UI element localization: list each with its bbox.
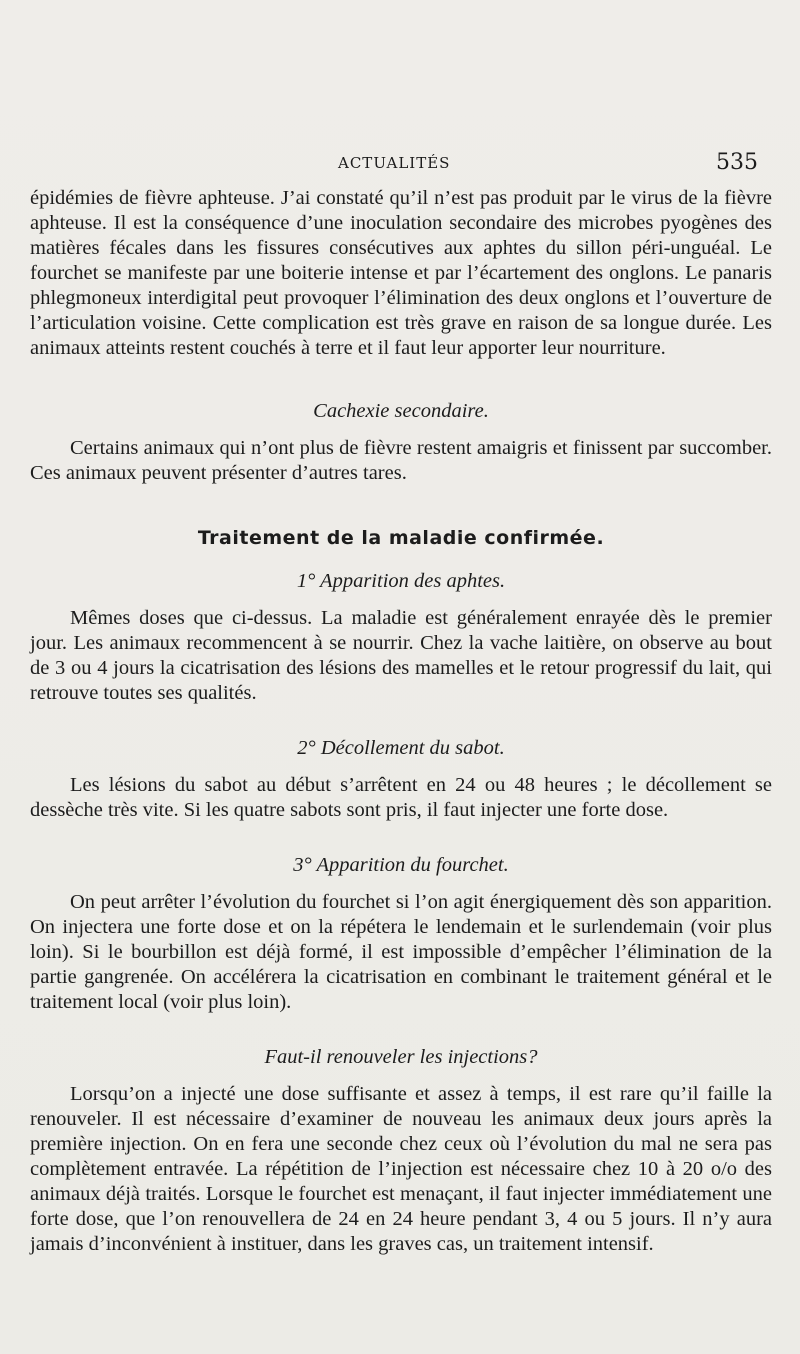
paragraph-sabot: Les lésions du sabot au début s’arrêtent en 24 ou 48 heures ; le décollement se dessèche très vite. Si les quatre sabots sont pris, il faut injecter une forte dose. — [30, 774, 772, 821]
paragraph-cachexie: Certains animaux qui n’ont plus de fièvre restent amaigris et finissent par succomber. Ces animaux peuvent présenter d’autres tares. — [30, 437, 772, 484]
subheading-fourchet: 3° Apparition du fourchet. — [293, 854, 509, 876]
running-title: ACTUALITÉS — [338, 154, 451, 172]
running-head — [0, 150, 800, 180]
paragraph-continuation: épidémies de fièvre aphteuse. J’ai constaté qu’il n’est pas produit par le virus de la fièvre aphteuse. Il est la conséquence d’une inoculation secondaire des microbes pyogènes des matières fécales dans les fissures consécutives aux aphtes du sillon péri-unguéal. Le fourchet se manifeste par une boiterie intense et par l’écartement des onglons. Le panaris phlegmoneux interdigital peut provoquer l’élimination des deux onglons et l’ouverture de l’articulation voisine. Cette complication est très grave en raison de sa longue durée. Les animaux atteints restent couchés à terre et il faut leur apporter leur nourriture. — [30, 187, 772, 359]
paragraph-aphtes: Mêmes doses que ci-dessus. La maladie est généralement enrayée dès le premier jour. Les animaux recommencent à se nourrir. Chez la vache laitière, on observe au bout de 3 ou 4 jours la cicatrisation des lésions des mamelles et le retour progressif du lait, qui retrouve toutes ses qualités. — [30, 607, 772, 704]
subheading-sabot: 2° Décollement du sabot. — [297, 737, 505, 759]
section-heading-traitement: Traitement de la maladie confirmée. — [197, 527, 605, 549]
paragraph-renouveler: Lorsqu’on a injecté une dose suffisante et assez à temps, il est rare qu’il faille la renouveler. Il est nécessaire d’examiner de nouveau les animaux deux jours après la première injection. On en fera une seconde chez ceux où l’évolution du mal ne sera pas complètement entravée. La répétition de l’injection est nécessaire chez 10 à 20 o/o des animaux déjà traités. Lorsque le fourchet est menaçant, il faut injecter immédiatement une forte dose, que l’on renouvellera de 24 en 24 heure pendant 3, 4 ou 5 jours. Il n’y aura jamais d’inconvénient à instituer, dans les graves cas, un traitement intensif. — [30, 1083, 772, 1255]
subheading-cachexie: Cachexie secondaire. — [313, 400, 489, 422]
subheading-renouveler: Faut-il renouveler les injections? — [264, 1046, 538, 1068]
subheading-aphtes: 1° Apparition des aphtes. — [296, 570, 506, 592]
paragraph-fourchet: On peut arrêter l’évolution du fourchet si l’on agit énergiquement dès son apparition. On injectera une forte dose et on la répétera le lendemain et le surlendemain (voir plus loin). Si le bourbillon est déjà formé, il est impossible d’empêcher l’élimination de la partie gangrenée. On accélérera la cicatrisation en combinant le traitement général et le traitement local (voir plus loin). — [30, 891, 772, 1013]
article-body — [30, 186, 772, 1257]
page-number: 535 — [716, 150, 758, 175]
